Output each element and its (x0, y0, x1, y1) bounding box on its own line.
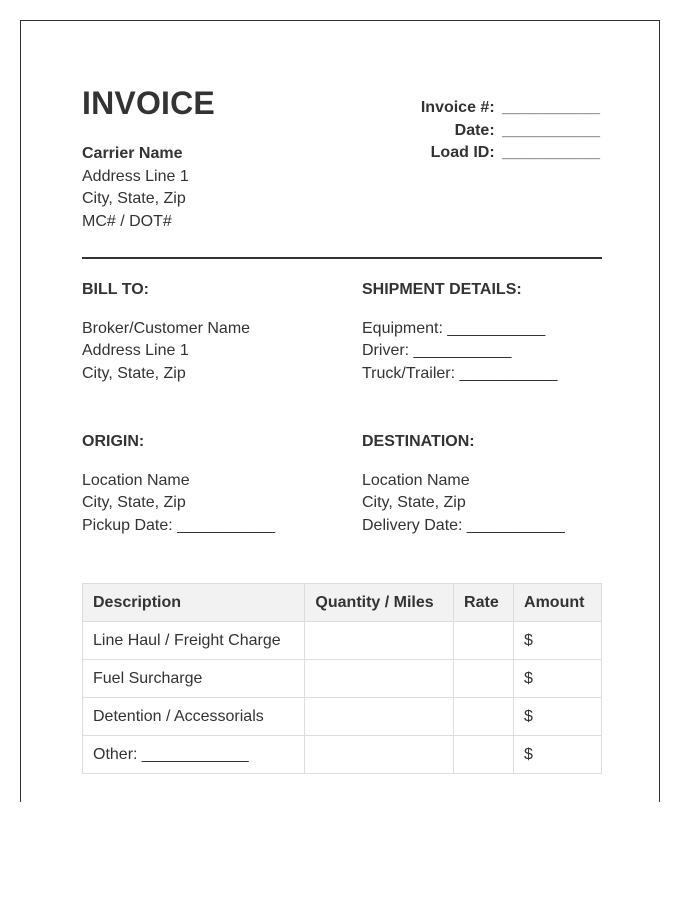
load-id-field: ___________ (502, 144, 600, 161)
bill-to-line: Broker/Customer Name (82, 319, 251, 337)
invoice-date-row (421, 120, 600, 143)
shipment-details-section (362, 279, 557, 385)
carrier-address: Address Line 1 (82, 167, 189, 185)
rate-cell (454, 736, 514, 774)
table-header-row (83, 584, 602, 622)
pickup-date-line: Pickup Date: ___________ (82, 516, 276, 534)
bill-to-section (82, 279, 250, 385)
description-cell: Fuel Surcharge (83, 660, 305, 698)
description-cell: Other: ____________ (83, 736, 305, 774)
invoice-date-field: ___________ (502, 121, 600, 139)
column-header-description: Description (83, 584, 305, 622)
shipment-details-heading: SHIPMENT DETAILS: (362, 281, 522, 298)
destination-heading: DESTINATION: (362, 433, 475, 450)
origin-section (82, 431, 275, 537)
bill-to-line: Address Line 1 (82, 342, 189, 359)
invoice-page (20, 20, 660, 802)
origin-city-state-zip: City, State, Zip (82, 494, 186, 511)
invoice-date-label: Date: (454, 121, 495, 139)
invoice-title: INVOICE (82, 85, 215, 121)
table-row (83, 622, 602, 660)
amount-cell: $ (514, 736, 602, 774)
invoice-meta (421, 97, 600, 165)
charges-table (82, 583, 602, 774)
carrier-mc-dot: MC# / DOT# (82, 212, 172, 230)
shipment-truck-trailer-line: Truck/Trailer: ___________ (362, 364, 558, 382)
load-id-label: Load ID: (430, 144, 495, 161)
bill-to-heading: BILL TO: (82, 281, 149, 298)
shipment-driver-line: Driver: ___________ (362, 342, 512, 359)
quantity-cell (305, 736, 454, 774)
amount-cell: $ (514, 622, 602, 660)
table-row (83, 660, 602, 698)
destination-city-state-zip: City, State, Zip (362, 494, 466, 511)
carrier-info (82, 143, 189, 233)
carrier-name: Carrier Name (82, 145, 183, 162)
quantity-cell (305, 660, 454, 698)
delivery-date-line: Delivery Date: ___________ (362, 516, 565, 534)
shipment-equipment-line: Equipment: ___________ (362, 319, 546, 337)
amount-cell: $ (514, 660, 602, 698)
rate-cell (454, 622, 514, 660)
column-header-rate: Rate (454, 584, 514, 622)
quantity-cell (305, 698, 454, 736)
description-cell: Line Haul / Freight Charge (83, 622, 305, 660)
table-row (83, 698, 602, 736)
destination-location-name: Location Name (362, 471, 470, 489)
header-divider (82, 257, 602, 259)
description-cell: Detention / Accessorials (83, 698, 305, 736)
rate-cell (454, 698, 514, 736)
invoice-number-row (421, 97, 600, 120)
rate-cell (454, 660, 514, 698)
column-header-quantity-miles: Quantity / Miles (305, 584, 454, 622)
amount-cell: $ (514, 698, 602, 736)
column-header-amount: Amount (514, 584, 602, 622)
table-row (83, 736, 602, 774)
quantity-cell (305, 622, 454, 660)
origin-heading: ORIGIN: (82, 433, 145, 450)
invoice-number-label: Invoice #: (420, 99, 495, 116)
origin-location-name: Location Name (82, 471, 190, 489)
load-id-row (421, 142, 600, 165)
invoice-number-field: ___________ (502, 99, 600, 116)
carrier-city-state-zip: City, State, Zip (82, 190, 186, 207)
bill-to-line: City, State, Zip (82, 364, 186, 382)
destination-section (362, 431, 565, 537)
